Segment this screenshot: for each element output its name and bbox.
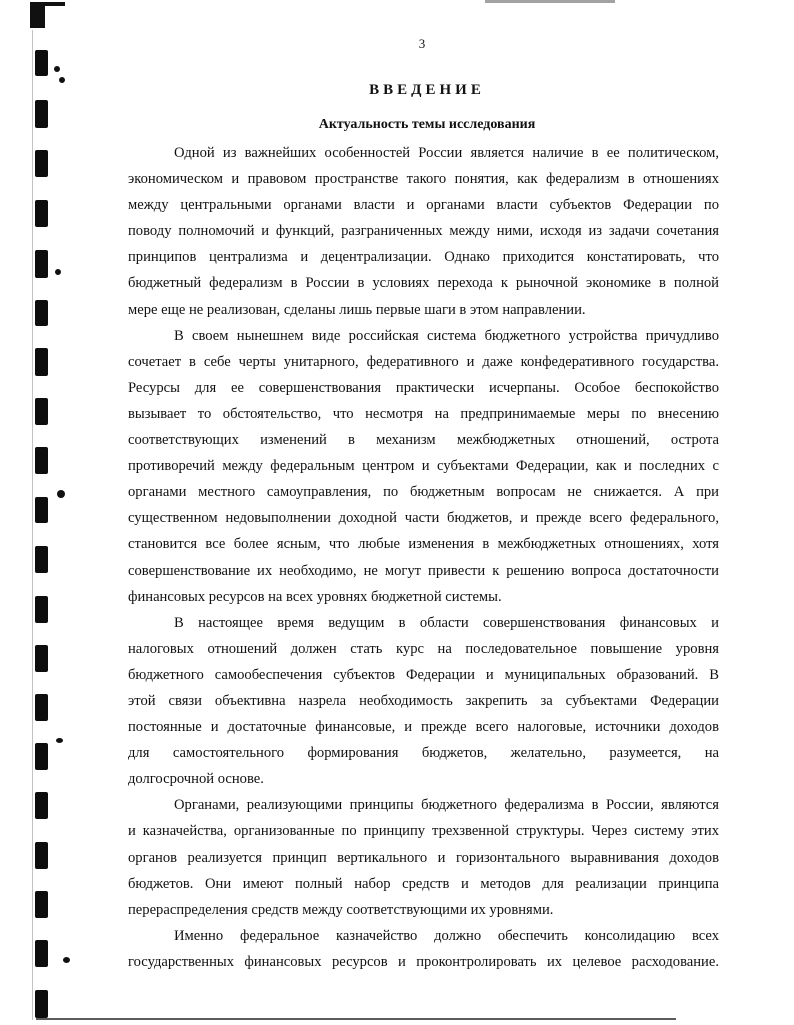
binding-hole-mark — [35, 940, 48, 967]
binding-hole-mark — [35, 792, 48, 819]
text-line: Именно федеральное казначейство должно обеспечить консолидацию всех — [174, 927, 719, 944]
section-title: Актуальность темы исследования — [318, 117, 536, 132]
text-line: органов реализуется принцип вертикального и горизонтального выравнивания доходов — [128, 849, 719, 866]
text-line: поводу полномочий и функций, разграниченных между ними, исходя из задачи сочетания — [128, 223, 719, 240]
binding-hole-mark — [35, 990, 48, 1018]
text-line: становится все более ясным, что любые изменения в межбюджетных отношениях, хотя — [128, 536, 719, 553]
text-line: органами местного самоуправления, по бюджетным вопросам не снижается. А при — [128, 484, 719, 501]
text-line: вызывает то обстоятельство, что несмотря на предпринимаемые меры по внесению — [128, 405, 719, 422]
text-line: Одной из важнейших особенностей России является наличие в ее политическом, — [174, 145, 719, 161]
text-line: Ресурсы для ее совершенствования практически исчерпаны. Особое беспокойство — [128, 379, 719, 396]
binding-hole-mark — [35, 596, 48, 623]
scan-artifact-corner — [30, 2, 45, 28]
text-line: противоречий между федеральным центром и субъектами Федерации, как и последних с — [128, 458, 719, 475]
page-number: 3 — [418, 36, 426, 51]
scan-speck — [56, 738, 63, 743]
scan-artifact-top-rule — [485, 0, 615, 3]
binding-hole-mark — [35, 200, 48, 227]
binding-hole-mark — [35, 743, 48, 770]
text-line: государственных финансовых ресурсов и проконтролировать их целевое расходование. — [128, 953, 719, 970]
paragraph — [128, 323, 719, 610]
binding-hole-mark — [35, 150, 48, 177]
binding-hole-mark — [35, 348, 48, 376]
chapter-title: ВВЕДЕНИЕ — [369, 82, 485, 98]
scan-speck — [55, 269, 61, 275]
text-line: экономическом и правовом пространстве такого понятия, как федерализм в отношениях — [128, 171, 719, 188]
binding-hole-mark — [35, 891, 48, 918]
text-line: между центральными органами власти и органами власти субъектов Федерации по — [128, 197, 719, 214]
scan-speck — [63, 957, 70, 963]
binding-hole-mark — [35, 546, 48, 573]
text-line: и казначейства, организованные по принципу трехзвенной структуры. Через систему этих — [128, 823, 719, 840]
text-line: существенном недовыполнении доходной части бюджетов, и прежде всего федерального, — [128, 510, 719, 527]
text-line: сочетает в себе черты унитарного, федеративного и даже конфедеративного государства. — [128, 353, 719, 370]
text-line: В своем нынешнем виде российская система бюджетного устройства причудливо — [174, 327, 719, 344]
paragraph — [128, 140, 719, 323]
binding-hole-mark — [35, 250, 48, 278]
binding-hole-mark — [35, 645, 48, 672]
text-line: перераспределения средств между соответствующими их уровнями. — [128, 901, 554, 918]
text-line: мере еще не реализован, сделаны лишь первые шаги в этом направлении. — [128, 301, 586, 318]
paragraph — [128, 792, 719, 922]
text-line: Органами, реализующими принципы бюджетного федерализма в России, являются — [174, 797, 719, 814]
paragraph — [128, 610, 719, 793]
text-line: постоянные и достаточные финансовые, и прежде всего налоговые, источники доходов — [128, 719, 719, 736]
binding-hole-mark — [35, 447, 48, 474]
text-line: налоговых отношений должен стать курс на последовательное повышение уровня — [128, 640, 719, 657]
binding-hole-mark — [35, 398, 48, 425]
binding-hole-mark — [35, 300, 48, 326]
paragraph — [128, 923, 719, 975]
scan-speck — [54, 66, 60, 72]
binding-hole-mark — [35, 50, 48, 76]
scan-speck — [57, 490, 65, 498]
binding-hole-mark — [35, 842, 48, 869]
text-line: этой связи объективна назрела необходимость закрепить за субъектами Федерации — [128, 692, 719, 709]
scan-artifact-bottom-rule — [36, 1018, 676, 1020]
text-line: бюджетов. Они имеют полный набор средств и методов для реализации принципа — [128, 875, 719, 892]
text-line: принципов централизма и децентрализации. Однако приходится констатировать, что — [128, 249, 719, 266]
text-line: бюджетный федерализм в России в условиях перехода к рыночной экономике в полной — [128, 275, 719, 292]
text-line: долгосрочной основе. — [128, 771, 264, 788]
binding-hole-mark — [35, 694, 48, 721]
text-line: бюджетного самообеспечения субъектов Федерации и муниципальных образований. В — [128, 666, 719, 683]
scan-artifact-margin-line — [32, 30, 33, 1020]
text-line: соответствующих изменений в механизм межбюджетных отношений, острота — [128, 432, 719, 449]
text-line: совершенствование их необходимо, не могут привести к решению вопроса достаточности — [128, 562, 719, 579]
binding-hole-mark — [35, 497, 48, 523]
text-line: для самостоятельного формирования бюджетов, желательно, разумеется, на — [128, 745, 719, 762]
document-body — [128, 140, 719, 975]
text-line: В настоящее время ведущим в области совершенствования финансовых и — [174, 614, 719, 631]
text-line: финансовых ресурсов на всех уровнях бюджетной системы. — [128, 588, 502, 605]
